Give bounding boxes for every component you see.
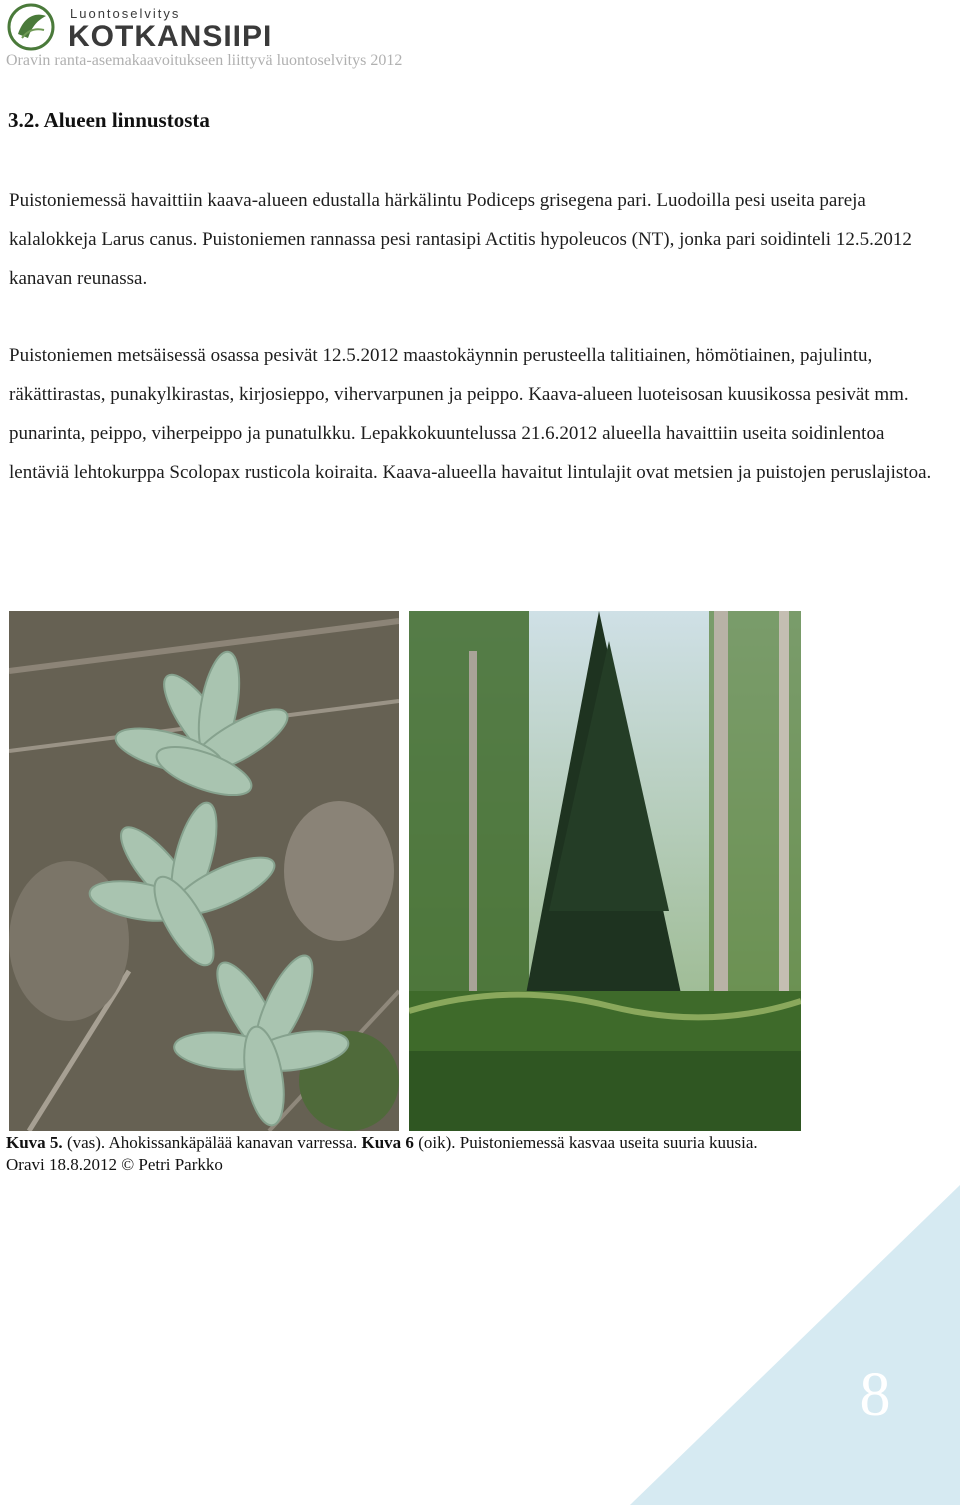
paragraph-1: Puistoniemessä havaittiin kaava-alueen edustalla härkälintu Podiceps grisegena pari. Luodoilla pesi useita pareja kalalokkeja Larus canus. Puistoniemen rannassa pesi rantasipi Actitis hypoleucos (NT), jonka pari soidinteli 12.5.2012 kanavan reunassa. [9,190,912,289]
header [6,2,526,72]
paragraph-2: Puistoniemen metsäisessä osassa pesivät 12.5.2012 maastokäynnin perusteella talitiainen, hömötiainen, pajulintu, räkättirastas, punakylkirastas, kirjosieppo, vihervarpunen ja peippo. Kaava-alueen luoteisosan kuusikossa pesivät mm. punarinta, peippo, viherpeippo ja punatulkku. Lepakkokuuntelussa 21.6.2012 alueella havaittiin useita soidinlentoa lentäviä lehtokurppa Scolopax rusticola koiraita. Kaava-alueella havaitut lintulajit ovat metsien ja puistojen peruslajistoa. [9,345,932,483]
logo-title: KOTKANSIIPI [68,20,273,53]
photo-cudweed-plant [9,611,399,1131]
logo-tagline: Luontoselvitys [70,6,181,21]
caption-credit: Oravi 18.8.2012 © Petri Parkko [6,1155,223,1174]
caption-fig5-label: Kuva 5. [6,1133,63,1152]
caption-fig6-position: (oik). [413,1133,460,1152]
corner-decoration [630,1185,960,1505]
caption-fig5-text: Ahokissankäpälää kanavan varressa. [108,1133,362,1152]
caption-fig6-text: Puistoniemessä kasvaa useita suuria kuusia. [459,1133,758,1152]
section-title: 3.2. Alueen linnustosta [8,108,210,132]
kotkansiipi-logo-icon [6,2,56,52]
page-number: 8 [859,1361,891,1429]
figure-caption [6,1132,946,1176]
caption-fig6-label: Kuva 6 [361,1133,414,1152]
document-subtitle: Oravin ranta-asemakaavoitukseen liittyvä luontoselvitys 2012 [6,52,403,69]
caption-fig5-position: (vas). [62,1133,109,1152]
photo-spruce-forest [409,611,801,1131]
